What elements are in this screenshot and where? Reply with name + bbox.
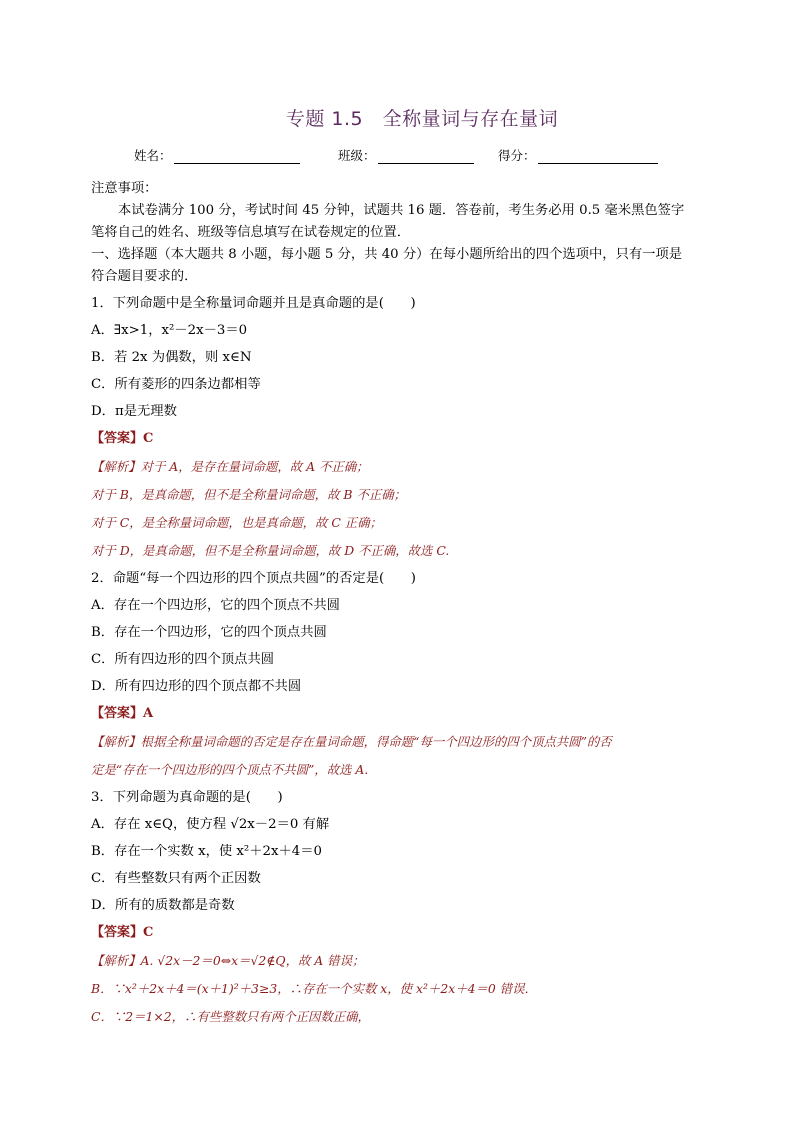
page-title: 专题 1.5 全称量词与存在量词 — [285, 108, 559, 130]
class-blank — [378, 150, 474, 164]
explanation-line: B．∵x²＋2x＋4＝(x＋1)²＋3≥3，∴存在一个实数 x，使 x²＋2x＋4＝0 错误． — [91, 981, 537, 996]
answer-label: 【答案】C — [91, 925, 154, 940]
explanation-line: 对于 C，是全称量词命题，也是真命题，故 C 正确； — [91, 515, 382, 530]
class-label: 班级： — [338, 148, 376, 163]
notes-line: 本试卷满分 100 分，考试时间 45 分钟，试题共 16 题．答卷前，考生务必用 0.5 毫米黑色签字 — [118, 203, 685, 218]
notes-heading: 注意事项： — [91, 181, 158, 196]
name-field — [134, 146, 300, 164]
answer-label: 【答案】A — [91, 706, 154, 721]
option-a: A．存在一个四边形，它的四个顶点不共圆 — [91, 598, 340, 613]
name-blank — [174, 150, 300, 164]
explanation-line: 对于 D，是真命题，但不是全称量词命题，故 D 不正确，故选 C. — [91, 543, 450, 558]
option-b: B．存在一个四边形，它的四个顶点共圆 — [91, 625, 327, 640]
score-blank — [538, 150, 658, 164]
question-stem: 2．命题“每一个四边形的四个顶点共圆”的否定是( ) — [91, 571, 416, 586]
option-c: C．所有菱形的四条边都相等 — [91, 377, 261, 392]
score-field — [498, 146, 658, 164]
option-a: A．存在 x∈Q，使方程 √2x－2＝0 有解 — [91, 817, 330, 832]
score-label: 得分： — [498, 148, 536, 163]
option-a: A．∃x>1，x²－2x－3＝0 — [91, 323, 248, 338]
explanation-line: C．∵2＝1×2，∴有些整数只有两个正因数正确， — [91, 1009, 370, 1024]
option-d: D．所有的质数都是奇数 — [91, 898, 235, 913]
answer-label: 【答案】C — [91, 431, 154, 446]
explanation-line: 对于 B，是真命题，但不是全称量词命题，故 B 不正确； — [91, 487, 407, 502]
notes-line: 笔将自己的姓名、班级等信息填写在试卷规定的位置． — [91, 225, 411, 240]
question-stem: 1．下列命题中是全称量词命题并且是真命题的是( ) — [91, 296, 416, 311]
section-heading: 符合题目要求的． — [91, 269, 198, 284]
option-b: B．存在一个实数 x，使 x²＋2x＋4＝0 — [91, 844, 322, 859]
option-d: D．π是无理数 — [91, 404, 177, 419]
section-heading: 一、选择题（本大题共 8 小题，每小题 5 分，共 40 分）在每小题所给出的四个选项中，只有一项是 — [91, 247, 683, 262]
option-d: D．所有四边形的四个顶点都不共圆 — [91, 679, 302, 694]
explanation-line: 【解析】对于 A，是存在量词命题，故 A 不正确； — [91, 459, 369, 474]
name-label: 姓名： — [134, 148, 172, 163]
question-stem: 3．下列命题为真命题的是( ) — [91, 790, 283, 805]
explanation-line: 【解析】根据全称量词命题的否定是存在量词命题，得命题“每一个四边形的四个顶点共圆”的否 — [91, 734, 612, 749]
document-body — [91, 178, 711, 1031]
class-field — [338, 146, 474, 164]
option-c: C．有些整数只有两个正因数 — [91, 871, 261, 886]
explanation-line: 定是“存在一个四边形的四个顶点不共圆”，故选 A. — [91, 762, 369, 777]
explanation-line: 【解析】A. √2x－2＝0⇔x＝√2∉Q，故 A 错误； — [91, 953, 365, 968]
option-b: B．若 2x 为偶数，则 x∈N — [91, 350, 252, 365]
option-c: C．所有四边形的四个顶点共圆 — [91, 652, 275, 667]
